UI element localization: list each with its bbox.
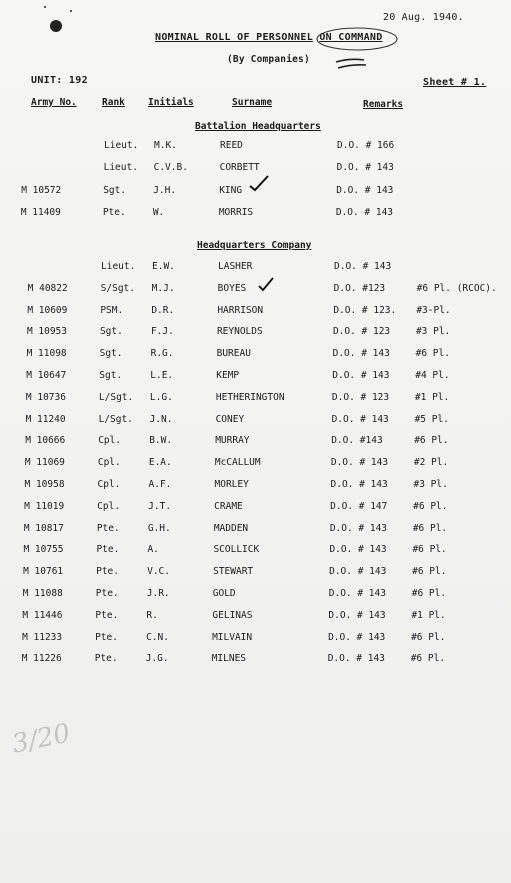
surname-cell: STEWART bbox=[213, 566, 254, 578]
army-number-cell: M 11240 bbox=[25, 413, 66, 425]
army-number-cell: M 10953 bbox=[26, 326, 67, 338]
rank-cell: Pte. bbox=[96, 544, 120, 556]
remarks-cell: D.O. # 143 bbox=[336, 162, 394, 174]
surname-cell: MORRIS bbox=[218, 206, 254, 218]
table-row bbox=[0, 348, 511, 364]
rank-cell: Cpl. bbox=[97, 500, 121, 512]
rank-cell: L/Sgt. bbox=[98, 391, 134, 403]
army-number-cell: M 11098 bbox=[26, 348, 67, 360]
table-row bbox=[0, 610, 511, 626]
platoon-cell: #6 Pl. bbox=[414, 435, 449, 447]
title-circled: ON COMMAND bbox=[319, 32, 383, 43]
army-number-cell: M 11069 bbox=[24, 457, 65, 469]
platoon-cell: #6 Pl. bbox=[410, 653, 446, 665]
table-row bbox=[0, 370, 511, 386]
initials-cell: J.H. bbox=[153, 184, 177, 196]
table-row bbox=[0, 523, 511, 539]
rank-cell: Sgt. bbox=[99, 370, 123, 381]
platoon-cell: #1 Pl. bbox=[414, 391, 450, 403]
initials-cell: L.E. bbox=[150, 370, 174, 381]
surname-cell: CRAME bbox=[214, 500, 243, 512]
table-row bbox=[0, 326, 511, 342]
table-row bbox=[0, 261, 511, 277]
army-number-cell: M 10755 bbox=[23, 544, 64, 556]
hand-circle-annotation bbox=[315, 26, 399, 52]
initials-cell: C.N. bbox=[146, 631, 169, 643]
remarks-cell: D.O. # 123 bbox=[332, 326, 391, 338]
initials-cell: W. bbox=[152, 206, 165, 218]
table-row bbox=[0, 305, 511, 321]
document-subtitle: (By Companies) bbox=[227, 54, 310, 65]
check-mark bbox=[257, 276, 275, 292]
surname-cell: CONEY bbox=[215, 413, 245, 425]
initials-cell: B.W. bbox=[149, 435, 173, 447]
section-heading-hq-company: Headquarters Company bbox=[197, 240, 312, 251]
surname-cell: BUREAU bbox=[216, 348, 251, 360]
remarks-cell: D.O. # 143 bbox=[327, 653, 385, 665]
surname-cell: MILNES bbox=[211, 653, 247, 665]
handwritten-pencil-note: 3/20 bbox=[9, 718, 73, 760]
rank-cell: Sgt. bbox=[103, 184, 127, 196]
rank-cell: Sgt. bbox=[99, 348, 123, 360]
army-number-cell: M 10817 bbox=[23, 522, 64, 534]
initials-cell: E.A. bbox=[148, 457, 172, 469]
army-number-cell: M 10647 bbox=[26, 370, 67, 381]
surname-cell: BOYES bbox=[217, 282, 247, 294]
initials-cell: J.N. bbox=[149, 413, 173, 425]
remarks-cell: D.O. # 143 bbox=[329, 566, 387, 578]
col-header-rank: Rank bbox=[102, 97, 125, 108]
rank-cell: Pte. bbox=[95, 609, 119, 621]
platoon-cell: #6 Pl. bbox=[413, 500, 448, 512]
check-mark bbox=[248, 174, 270, 192]
rank-cell: Lieut. bbox=[101, 261, 136, 272]
platoon-cell: #2 Pl. bbox=[413, 457, 449, 469]
table-row bbox=[0, 479, 511, 495]
col-header-army: Army No. bbox=[31, 97, 77, 108]
remarks-cell: D.O. # 143 bbox=[332, 348, 390, 360]
initials-cell: E.W. bbox=[152, 261, 175, 272]
army-number-cell: M 40822 bbox=[27, 282, 68, 294]
surname-cell: McCALLUM bbox=[214, 457, 261, 469]
table-row bbox=[0, 140, 511, 156]
remarks-cell: D.O. # 143 bbox=[330, 479, 388, 490]
rank-cell: PSM. bbox=[100, 304, 124, 316]
table-row bbox=[0, 544, 511, 560]
remarks-cell: D.O. # 143 bbox=[331, 413, 389, 425]
table-row bbox=[0, 566, 511, 582]
table-row bbox=[0, 392, 511, 408]
rank-cell: L/Sgt. bbox=[98, 413, 133, 425]
remarks-cell: D.O. # 143 bbox=[328, 588, 386, 599]
army-number-cell: M 10958 bbox=[24, 479, 65, 490]
col-header-initials: Initials bbox=[148, 97, 194, 108]
surname-cell: GOLD bbox=[212, 588, 236, 599]
rank-cell: Lieut. bbox=[103, 162, 138, 174]
army-number-cell: M 11019 bbox=[24, 500, 65, 512]
unit-label: UNIT: 192 bbox=[31, 75, 88, 86]
table-row bbox=[0, 501, 511, 517]
initials-cell: M.K. bbox=[154, 140, 177, 151]
platoon-cell: #6 Pl. bbox=[412, 544, 447, 556]
speck-mark bbox=[44, 6, 46, 8]
surname-cell: MILVAIN bbox=[212, 631, 253, 643]
surname-cell: HETHERINGTON bbox=[215, 391, 285, 403]
rank-cell: Pte. bbox=[96, 566, 119, 578]
platoon-cell: #6 Pl. bbox=[412, 522, 448, 534]
document-date: 20 Aug. 1940. bbox=[383, 12, 464, 23]
section-heading-battalion: Battalion Headquarters bbox=[195, 121, 321, 132]
army-number-cell: M 11226 bbox=[21, 653, 62, 665]
rank-cell: S/Sgt. bbox=[100, 282, 135, 294]
platoon-cell: #3-Pl. bbox=[416, 304, 451, 316]
initials-cell: A. bbox=[147, 544, 159, 556]
table-row bbox=[0, 435, 511, 451]
remarks-cell: D.O. # 143 bbox=[334, 261, 392, 272]
rank-cell: Pte. bbox=[102, 206, 126, 218]
rank-cell: Lieut. bbox=[104, 140, 139, 151]
rank-cell: Cpl. bbox=[97, 479, 121, 490]
rank-cell: Cpl. bbox=[97, 457, 121, 469]
surname-cell: REYNOLDS bbox=[216, 326, 263, 338]
platoon-cell: #6 Pl. bbox=[411, 631, 446, 643]
army-number-cell: M 10736 bbox=[25, 391, 66, 403]
remarks-cell: D.O. # 166 bbox=[337, 140, 395, 151]
initials-cell: F.J. bbox=[150, 326, 174, 338]
remarks-cell: D.O. # 123. bbox=[333, 304, 397, 316]
remarks-cell: D.O. #123 bbox=[333, 282, 386, 294]
table-row bbox=[0, 414, 511, 430]
platoon-cell: #6 Pl. bbox=[411, 588, 447, 599]
initials-cell: J.G. bbox=[145, 653, 169, 665]
initials-cell: G.H. bbox=[147, 522, 171, 534]
remarks-cell: D.O. # 147 bbox=[330, 500, 388, 512]
surname-cell: KING bbox=[219, 184, 243, 196]
army-number-cell: M 10572 bbox=[21, 184, 62, 196]
surname-cell: CORBETT bbox=[219, 162, 260, 174]
remarks-cell: D.O. # 143 bbox=[330, 457, 389, 469]
army-number-cell: M 11233 bbox=[22, 631, 63, 643]
army-number-cell: M 10666 bbox=[25, 435, 66, 447]
table-row bbox=[0, 653, 511, 669]
initials-cell: J.R. bbox=[146, 588, 170, 599]
army-number-cell: M 11446 bbox=[22, 609, 63, 621]
surname-cell: LASHER bbox=[218, 261, 253, 272]
platoon-cell: #5 Pl. bbox=[414, 413, 449, 425]
surname-cell: MORLEY bbox=[214, 479, 249, 490]
initials-cell: C.V.B. bbox=[153, 162, 188, 174]
platoon-cell: #4 Pl. bbox=[415, 370, 450, 381]
initials-cell: L.G. bbox=[149, 391, 173, 403]
platoon-cell: #6 Pl. bbox=[415, 348, 450, 360]
initials-cell: R.G. bbox=[150, 348, 174, 360]
surname-cell: MADDEN bbox=[213, 522, 249, 534]
platoon-cell: #6 Pl. (RCOC). bbox=[416, 282, 497, 294]
table-row bbox=[0, 283, 511, 299]
platoon-cell: #3 Pl. bbox=[415, 326, 451, 338]
table-row bbox=[0, 457, 511, 473]
col-header-remarks: Remarks bbox=[363, 99, 404, 110]
sheet-label: Sheet # 1. bbox=[423, 77, 487, 88]
remarks-cell: D.O. # 143 bbox=[332, 370, 390, 381]
initials-cell: A.F. bbox=[148, 479, 172, 490]
remarks-cell: D.O. # 143 bbox=[329, 522, 388, 534]
remarks-cell: D.O. # 143 bbox=[328, 609, 386, 621]
surname-cell: HARRISON bbox=[217, 304, 264, 316]
col-header-surname: Surname bbox=[232, 97, 273, 108]
rank-cell: Pte. bbox=[96, 522, 120, 534]
surname-cell: GELINAS bbox=[212, 609, 253, 621]
platoon-cell: #6 Pl. bbox=[412, 566, 447, 578]
remarks-cell: D.O. # 143 bbox=[329, 544, 387, 556]
punch-hole-mark bbox=[50, 20, 62, 32]
title-main: NOMINAL ROLL OF PERSONNEL bbox=[155, 32, 314, 43]
rank-cell: Pte. bbox=[94, 653, 118, 665]
initials-cell: M.J. bbox=[151, 282, 175, 294]
hand-underline-mark bbox=[334, 56, 368, 72]
rank-cell: Sgt. bbox=[99, 326, 123, 338]
rank-cell: Pte. bbox=[95, 631, 118, 643]
remarks-cell: D.O. # 123 bbox=[331, 391, 390, 403]
rank-cell: Cpl. bbox=[98, 435, 122, 447]
initials-cell: J.T. bbox=[148, 500, 172, 512]
rank-cell: Pte. bbox=[95, 588, 119, 599]
army-number-cell: M 10609 bbox=[27, 304, 68, 316]
surname-cell: MURRAY bbox=[215, 435, 250, 447]
surname-cell: KEMP bbox=[216, 370, 240, 381]
army-number-cell: M 11409 bbox=[20, 206, 61, 218]
remarks-cell: D.O. #143 bbox=[331, 435, 383, 447]
remarks-cell: D.O. # 143 bbox=[336, 184, 394, 196]
table-row bbox=[0, 632, 511, 648]
army-number-cell: M 10761 bbox=[23, 566, 64, 578]
initials-cell: R. bbox=[146, 609, 158, 621]
table-row bbox=[0, 588, 511, 604]
remarks-cell: D.O. # 143 bbox=[335, 206, 394, 218]
remarks-cell: D.O. # 143 bbox=[328, 631, 386, 643]
initials-cell: V.C. bbox=[147, 566, 170, 578]
speck-mark bbox=[70, 10, 72, 12]
army-number-cell: M 11088 bbox=[22, 588, 63, 599]
surname-cell: SCOLLICK bbox=[213, 544, 260, 556]
platoon-cell: #1 Pl. bbox=[411, 609, 446, 621]
platoon-cell: #3 Pl. bbox=[413, 479, 448, 490]
initials-cell: D.R. bbox=[151, 304, 175, 316]
surname-cell: REED bbox=[220, 140, 243, 151]
table-row bbox=[0, 207, 511, 223]
